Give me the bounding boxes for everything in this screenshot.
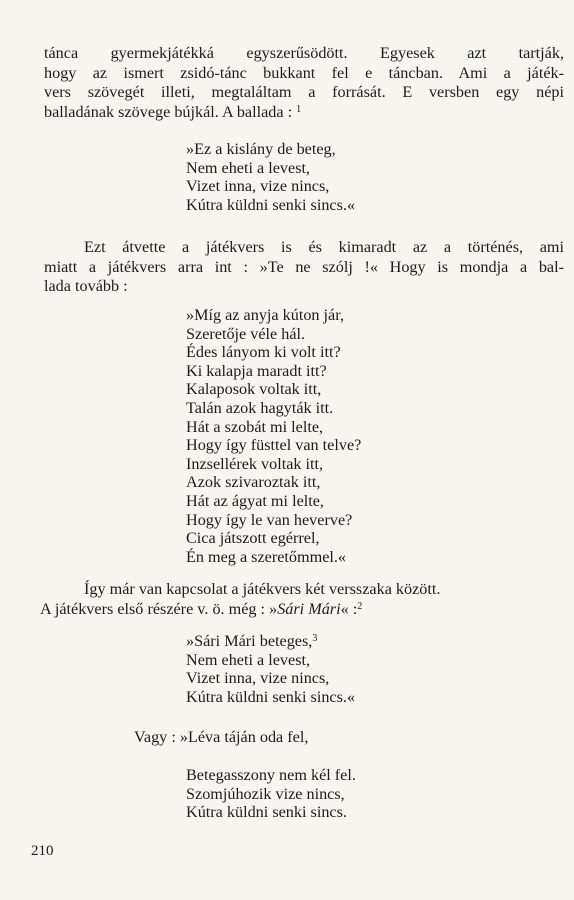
verse-line: »Sári Mári beteges,$^3$	[186, 632, 318, 650]
verse-line: Inzsellérek voltak itt,	[186, 454, 324, 473]
intro-line: vers szövegét illeti, megtaláltam a forrását. E versben egy népi	[44, 83, 564, 101]
ballad-verse-4	[186, 766, 356, 822]
verse-line: Kalaposok voltak itt,	[186, 380, 322, 399]
paragraph-line: Ezt átvette a játékvers is és kimaradt az a történés, ami	[84, 238, 564, 256]
ballad-verse-2	[186, 306, 361, 566]
verse-line: Nem eheti a levest,	[186, 650, 311, 669]
verse-line: Kútra küldni senki sincs.	[186, 803, 347, 822]
verse-line: Vizet inna, vize nincs,	[186, 669, 330, 688]
verse-line: »Léva táján oda fel,	[179, 728, 309, 746]
verse-line: Kútra küldni senki sincs.«	[186, 687, 356, 706]
verse-line: »Ez a kislány de beteg,	[186, 140, 336, 158]
paragraph-3	[40, 580, 560, 619]
verse-line: Betegasszony nem kél fel.	[186, 766, 356, 784]
intro-paragraph	[44, 44, 564, 122]
footnote-marker: 1	[296, 103, 302, 115]
intro-line: tánca gyermekjátékká egyszerűsödött. Egyesek azt tartják,	[44, 44, 564, 62]
verse-line: Én meg a szeretőmmel.«	[186, 547, 347, 566]
verse-line: Hogy így füsttel van telve?	[186, 436, 362, 455]
verse-line: Szeretője véle hál.	[186, 324, 306, 343]
ballad-verse-3	[186, 632, 355, 706]
page-number: 210	[31, 843, 54, 859]
paragraph-line: miatt a játékvers arra int : »Te ne szólj !« Hogy is mondja a bal-	[44, 257, 564, 276]
verse-line: Nem eheti a levest,	[186, 158, 311, 177]
ballad-verse-1	[186, 140, 355, 214]
verse-line: Hát a szobát mi lelte,	[186, 417, 324, 436]
verse-line: Hát az ágyat mi lelte,	[186, 491, 324, 510]
variant-intro: Vagy : »Léva táján oda fel,	[134, 728, 309, 746]
verse-line: Talán azok hagyták itt.	[186, 398, 334, 417]
verse-line: Vizet inna, vize nincs,	[186, 177, 330, 196]
intro-line: balladának szövege bújkál. A ballada : $^1$	[44, 102, 302, 121]
verse-line: Azok szivaroztak itt,	[186, 473, 321, 492]
verse-line: Ki kalapja maradt itt?	[186, 361, 327, 380]
verse-line: Édes lányom ki volt itt?	[186, 343, 341, 362]
footnote-marker: 2	[357, 600, 363, 612]
song-title: Sári Mári	[277, 599, 341, 618]
paragraph-line: A játékvers első részére v. ö. még : »Sári Mári« :$^2$	[40, 599, 363, 618]
verse-line: »Míg az anyja kúton jár,	[186, 306, 345, 324]
paragraph-2	[44, 238, 564, 297]
intro-line: hogy az ismert zsidó-tánc bukkant fel e táncban. Ami a játék-	[44, 63, 564, 82]
paragraph-line: Így már van kapcsolat a játékvers két versszaka között.	[84, 580, 441, 598]
verse-line: Cica játszott egérrel,	[186, 529, 320, 548]
verse-line: Hogy így le van heverve?	[186, 510, 353, 529]
verse-line: Szomjúhozik vize nincs,	[186, 784, 345, 803]
paragraph-line: lada tovább :	[44, 277, 128, 295]
verse-line: Kútra küldni senki sincs.«	[186, 195, 356, 214]
footnote-marker: 3	[312, 633, 318, 644]
